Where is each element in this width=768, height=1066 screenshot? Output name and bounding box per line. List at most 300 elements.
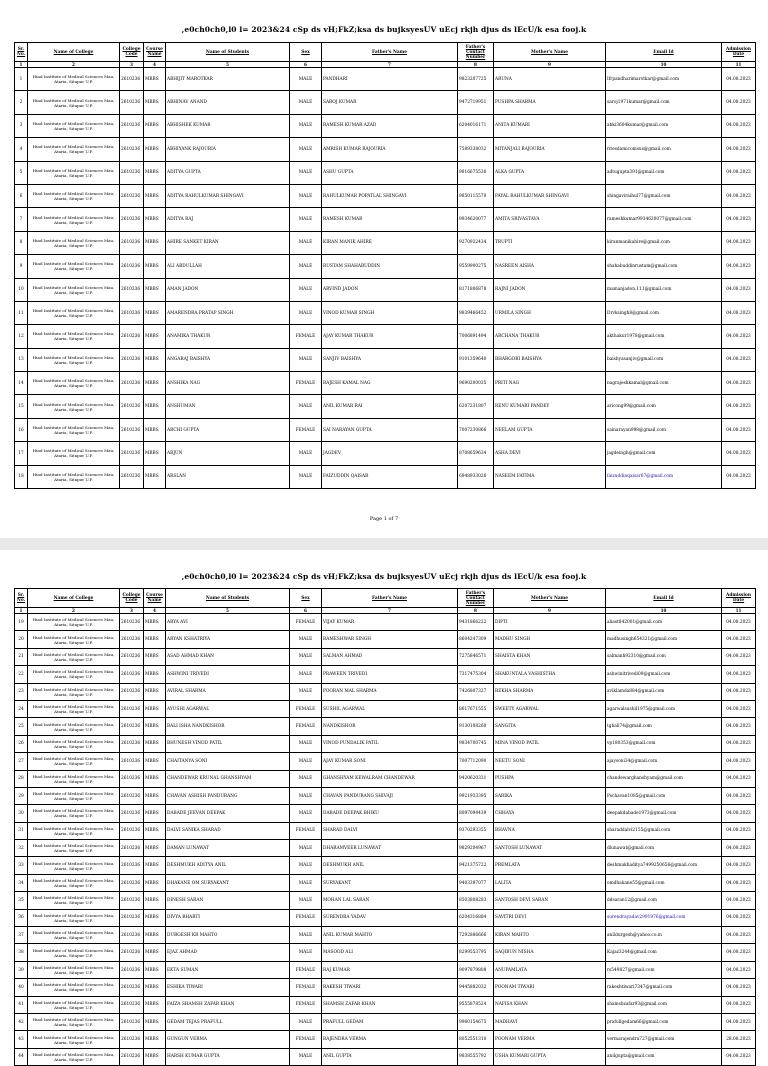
table-row [15,683,756,700]
header-row [15,43,756,62]
table-body [15,68,756,489]
table-row [15,666,756,683]
column-number: 10 [606,608,722,614]
cell-sr-no: 3 [15,114,28,137]
column-number: 4 [144,62,166,68]
cell-college-name: Hind Institute of Medical Sciences Mau, Ataria, Sitapur U.P. [28,1048,120,1065]
cell-college-code: 2610236 [120,874,144,891]
cell-admission-date: 04.08.2023 [722,325,756,348]
column-number: 2 [28,62,120,68]
cell-college-name: Hind Institute of Medical Sciences Mau, Ataria, Sitapur U.P. [28,301,120,324]
cell-father-contact: 9445882032 [458,979,494,996]
cell-sr-no: 31 [15,822,28,839]
cell-course-name: MBBS [144,278,166,301]
cell-course-name: MBBS [144,787,166,804]
cell-father-name: VIJAY KUMAR [322,614,458,631]
cell-sr-no: 43 [15,1031,28,1048]
cell-sex: MALE [290,683,322,700]
page-separator [0,538,768,550]
cell-college-code: 2610236 [120,614,144,631]
cell-college-name: Hind Institute of Medical Sciences Mau, Ataria, Sitapur U.P. [28,325,120,348]
cell-email: dlunawat@gmail.com [606,840,722,857]
cell-admission-date: 04.08.2023 [722,927,756,944]
table-row [15,395,756,418]
table-header [15,43,756,68]
cell-father-contact: 9403397077 [458,874,494,891]
cell-college-name: Hind Institute of Medical Sciences Mau, Ataria, Sitapur U.P. [28,255,120,278]
cell-sr-no: 25 [15,718,28,735]
column-header-college-name: Name of College [28,589,120,608]
column-header-father-name: Father's Name [322,43,458,62]
cell-admission-date: 04.08.2023 [722,231,756,254]
cell-father-contact: 8299553795 [458,944,494,961]
cell-sex: MALE [290,770,322,787]
cell-mother-name: SANTOSH LUNAWAT [494,840,606,857]
cell-father-name: DESHMUKH ANIL [322,857,458,874]
cell-college-code: 2610236 [120,892,144,909]
cell-student-name: DINESH SARAN [166,892,290,909]
cell-mother-name: SAQIBUN NISHA [494,944,606,961]
cell-sex: FEMALE [290,614,322,631]
cell-father-contact: 9816675530 [458,161,494,184]
cell-sex: MALE [290,927,322,944]
cell-student-name: AMAN JADON [166,278,290,301]
cell-admission-date: 04.08.2023 [722,395,756,418]
cell-mother-name: POONAM VERMA [494,1031,606,1048]
column-number: 11 [722,62,756,68]
cell-college-name: Hind Institute of Medical Sciences Mau, Ataria, Sitapur U.P. [28,909,120,926]
cell-father-contact: 9555878524 [458,996,494,1013]
cell-course-name: MBBS [144,372,166,395]
cell-email: shamshzafar93@gmail.com [606,996,722,1013]
column-number: 8 [458,608,494,614]
cell-college-code: 2610236 [120,1013,144,1030]
column-number: 9 [494,608,606,614]
cell-sr-no: 44 [15,1048,28,1065]
document-title: ,e0ch0ch0,l0 l= 2023&24 cSp ds vH;FkZ;ksa ds bujksyesUV uEcj rkjh djus ds lEcU/k esa fooj.k [181,25,587,34]
table-row [15,944,756,961]
cell-admission-date: 04.08.2023 [722,114,756,137]
cell-father-name: RUSTAM SHAHABUDDIN [322,255,458,278]
cell-college-name: Hind Institute of Medical Sciences Mau, Ataria, Sitapur U.P. [28,770,120,787]
table-row [15,753,756,770]
cell-college-code: 2610236 [120,996,144,1013]
cell-college-code: 2610236 [120,161,144,184]
cell-father-name: SAI NARAYAN GUPTA [322,418,458,441]
cell-father-name: JAGDEV [322,442,458,465]
cell-sr-no: 27 [15,753,28,770]
cell-email: chandewarghanshyam@gmail.com [606,770,722,787]
cell-sex: MALE [290,666,322,683]
cell-father-name: RAMESH KUMAR AZAD [322,114,458,137]
page-footer: Page 1 of 7 [369,516,399,522]
cell-father-contact: 9431866222 [458,614,494,631]
cell-sex: MALE [290,465,322,488]
column-number: 6 [290,608,322,614]
cell-sex: MALE [290,278,322,301]
cell-course-name: MBBS [144,1013,166,1030]
cell-mother-name: URMILA SINGH [494,301,606,324]
cell-father-name: SHAMSH ZAFAR KHAN [322,996,458,1013]
cell-mother-name: PREMLATA [494,857,606,874]
cell-father-contact: 9823207725 [458,68,494,91]
cell-admission-date: 04.08.2023 [722,91,756,114]
cell-student-name: ESHIKA TIWARI [166,979,290,996]
cell-student-name: ANAMIKA THAKUR [166,325,290,348]
cell-father-name: AJAY KUMAR THAKUR [322,325,458,348]
cell-mother-name: PUSHPA [494,770,606,787]
cell-email: vermarajendra727@gmail.com [606,1031,722,1048]
cell-email: shingaviraihul77@gmail.com [606,184,722,207]
cell-father-contact: 8604247309 [458,631,494,648]
cell-college-name: Hind Institute of Medical Sciences Mau, Ataria, Sitapur U.P. [28,614,120,631]
cell-college-code: 2610236 [120,787,144,804]
cell-mother-name: NAFISA KHAN [494,996,606,1013]
table-row [15,979,756,996]
cell-email: saroj1971kumar@gmail.com [606,91,722,114]
column-header-sr-no: Sr. No. [15,589,28,608]
cell-course-name: MBBS [144,909,166,926]
cell-college-name: Hind Institute of Medical Sciences Mau, Ataria, Sitapur U.P. [28,114,120,137]
cell-email: adtugupta391@gmail.com [606,161,722,184]
cell-admission-date: 04.08.2023 [722,666,756,683]
cell-admission-date: 04.08.2023 [722,735,756,752]
cell-college-code: 2610236 [120,1048,144,1065]
cell-father-name: RAKESH TIWARI [322,979,458,996]
cell-email: abki3604kumar@gmail.com [606,114,722,137]
cell-father-contact: 9690200035 [458,372,494,395]
cell-father-contact: 7275846571 [458,648,494,665]
cell-college-name: Hind Institute of Medical Sciences Mau, Ataria, Sitapur U.P. [28,208,120,231]
table-row [15,718,756,735]
cell-student-name: CHAVAN ASHISH PANDURANG [166,787,290,804]
column-header-email: Email Id [606,589,722,608]
cell-college-code: 2610236 [120,666,144,683]
cell-college-name: Hind Institute of Medical Sciences Mau, Ataria, Sitapur U.P. [28,735,120,752]
cell-email: omdhakane55@gmail.com [606,874,722,891]
cell-father-contact: 6204316884 [458,909,494,926]
cell-sr-no: 5 [15,161,28,184]
cell-college-name: Hind Institute of Medical Sciences Mau, Ataria, Sitapur U.P. [28,648,120,665]
table-row [15,961,756,978]
table-row [15,631,756,648]
cell-father-contact: 7292886666 [458,927,494,944]
cell-college-code: 2610236 [120,278,144,301]
table-row [15,787,756,804]
cell-admission-date: 04.08.2023 [722,648,756,665]
cell-admission-date: 04.08.2023 [722,822,756,839]
cell-mother-name: PUSHPA SHARMA [494,91,606,114]
cell-sr-no: 8 [15,231,28,254]
cell-course-name: MBBS [144,418,166,441]
cell-admission-date: 04.08.2023 [722,614,756,631]
cell-sex: FEMALE [290,700,322,717]
cell-admission-date: 04.08.2023 [722,255,756,278]
table-row [15,805,756,822]
cell-father-name: SURENDRA YADAV [322,909,458,926]
cell-email: faizuddinqaisar67@gmail.com [606,465,722,488]
cell-sr-no: 14 [15,372,28,395]
cell-father-contact: 8617671555 [458,700,494,717]
cell-sr-no: 40 [15,979,28,996]
cell-course-name: MBBS [144,666,166,683]
cell-course-name: MBBS [144,735,166,752]
cell-college-code: 2610236 [120,648,144,665]
table-row [15,996,756,1013]
cell-admission-date: 04.08.2023 [722,874,756,891]
cell-student-name: BALI ISHA NANDKISHOR [166,718,290,735]
cell-email: Ifrpandharimarotkar@gmail.com [606,68,722,91]
cell-mother-name: POONAM TIWARI [494,979,606,996]
cell-college-name: Hind Institute of Medical Sciences Mau, Ataria, Sitapur U.P. [28,138,120,161]
column-number: 4 [144,608,166,614]
cell-mother-name: SAVITRI DEVI [494,909,606,926]
cell-father-name: SHARAD DALVI [322,822,458,839]
cell-admission-date: 04.08.2023 [722,1048,756,1065]
column-header-email: Email Id [606,43,722,62]
cell-course-name: MBBS [144,138,166,161]
cell-college-name: Hind Institute of Medical Sciences Mau, Ataria, Sitapur U.P. [28,979,120,996]
cell-course-name: MBBS [144,857,166,874]
cell-student-name: BHUNESH VINOD PATIL [166,735,290,752]
document-title: ,e0ch0ch0,l0 l= 2023&24 cSp ds vH;FkZ;ksa ds bujksyesUV uEcj rkjh djus ds lEcU/k esa fooj.k [181,572,587,581]
cell-student-name: CHAITANYA SONI [166,753,290,770]
cell-course-name: MBBS [144,700,166,717]
cell-course-name: MBBS [144,683,166,700]
cell-mother-name: MADHAVI [494,1013,606,1030]
cell-email: agarwalsushil1975@gmail.com [606,700,722,717]
cell-college-name: Hind Institute of Medical Sciences Mau, Ataria, Sitapur U.P. [28,1013,120,1030]
cell-father-name: RAJENDRA VERMA [322,1031,458,1048]
cell-college-code: 2610236 [120,418,144,441]
cell-father-contact: 8708659634 [458,442,494,465]
cell-father-contact: 9097879808 [458,961,494,978]
cell-college-name: Hind Institute of Medical Sciences Mau, Ataria, Sitapur U.P. [28,184,120,207]
column-header-course-name: Course Name [144,589,166,608]
cell-mother-name: ANITA KUMARI [494,114,606,137]
cell-mother-name: SANTOSH DEVI SARAN [494,892,606,909]
cell-sex: MALE [290,442,322,465]
cell-student-name: AHIRE SANKET KIRAN [166,231,290,254]
table-row [15,1013,756,1030]
cell-student-name: DAMAN LUNAWAT [166,840,290,857]
cell-father-name: PRAWEEN TRIVEDI [322,666,458,683]
cell-student-name: ARYA AVI [166,614,290,631]
cell-sex: FEMALE [290,418,322,441]
cell-college-name: Hind Institute of Medical Sciences Mau, Ataria, Sitapur U.P. [28,944,120,961]
cell-email: ritesdamicomsus@gmail.com [606,138,722,161]
cell-father-contact: 7317475304 [458,666,494,683]
cell-college-name: Hind Institute of Medical Sciences Mau, Ataria, Sitapur U.P. [28,927,120,944]
cell-student-name: AMARENDRA PRATAP SINGH [166,301,290,324]
cell-student-name: CHANDEWAR KRUNAL GHANSHYAM [166,770,290,787]
cell-college-code: 2610236 [120,700,144,717]
cell-admission-date: 04.08.2023 [722,442,756,465]
cell-admission-date: 04.08.2023 [722,68,756,91]
cell-sex: MALE [290,91,322,114]
cell-mother-name: TRUPTI [494,231,606,254]
cell-father-name: ASHU GUPTA [322,161,458,184]
cell-college-code: 2610236 [120,325,144,348]
cell-father-name: DHARAMVEER LUNAWAT [322,840,458,857]
student-table [14,42,756,489]
cell-sr-no: 1 [15,68,28,91]
cell-father-name: ANIL KUMAR MAHTO [322,927,458,944]
column-number: 11 [722,608,756,614]
cell-sex: MALE [290,208,322,231]
cell-email: baishyasanjiv@gmail.com [606,348,722,371]
cell-father-name: AJAY KUMAR SONI [322,753,458,770]
cell-college-code: 2610236 [120,822,144,839]
table-row [15,465,756,488]
cell-mother-name: CHHAYA [494,805,606,822]
cell-sr-no: 29 [15,787,28,804]
cell-email: rakeshtiwari7347@gmail.com [606,979,722,996]
table-row [15,91,756,114]
cell-email: kiranmanikahire@gmail.com [606,231,722,254]
cell-sex: MALE [290,874,322,891]
cell-college-code: 2610236 [120,944,144,961]
cell-email: Kajaz3244@gmail.com [606,944,722,961]
cell-course-name: MBBS [144,255,166,278]
table-body [15,614,756,1066]
cell-father-contact: 8052551310 [458,1031,494,1048]
cell-father-name: CHAVAN PANDURANG SHIVAJI [322,787,458,804]
cell-student-name: AYUSHI AGARWAL [166,700,290,717]
cell-email: aliast842001@gmail.com [606,614,722,631]
cell-college-code: 2610236 [120,753,144,770]
cell-mother-name: MINA VINOD PATIL [494,735,606,752]
cell-mother-name: NASEEM FATIMA [494,465,606,488]
cell-sex: MALE [290,840,322,857]
table-row [15,255,756,278]
cell-email: anildurgesh@yahoo.co.in [606,927,722,944]
cell-college-name: Hind Institute of Medical Sciences Mau, Ataria, Sitapur U.P. [28,822,120,839]
cell-father-contact: 9850115570 [458,184,494,207]
cell-sex: MALE [290,944,322,961]
cell-father-name: SALMAN AHMAD [322,648,458,665]
table-row [15,648,756,665]
cell-college-code: 2610236 [120,961,144,978]
cell-admission-date: 04.08.2023 [722,892,756,909]
cell-admission-date: 04.08.2023 [722,1013,756,1030]
cell-student-name: ADITYA GUPTA [166,161,290,184]
cell-father-name: ANIL KUMAR RAI [322,395,458,418]
column-header-student-name: Name of Students [166,589,290,608]
cell-father-contact: 7426807327 [458,683,494,700]
table-row [15,325,756,348]
cell-college-code: 2610236 [120,68,144,91]
cell-father-contact: 9934620077 [458,208,494,231]
table-row [15,114,756,137]
cell-college-name: Hind Institute of Medical Sciences Mau, Ataria, Sitapur U.P. [28,278,120,301]
cell-father-name: RAMESHWAR SINGH [322,631,458,648]
table-row [15,735,756,752]
cell-admission-date: 04.08.2023 [722,208,756,231]
cell-college-name: Hind Institute of Medical Sciences Mau, Ataria, Sitapur U.P. [28,1031,120,1048]
cell-sex: FEMALE [290,961,322,978]
cell-sex: FEMALE [290,718,322,735]
cell-course-name: MBBS [144,892,166,909]
cell-sex: FEMALE [290,979,322,996]
cell-sex: MALE [290,161,322,184]
cell-college-name: Hind Institute of Medical Sciences Mau, Ataria, Sitapur U.P. [28,683,120,700]
cell-course-name: MBBS [144,944,166,961]
column-header-student-name: Name of Students [166,43,290,62]
cell-father-contact: 7006891494 [458,325,494,348]
cell-email: anilgupta@gmail.com [606,1048,722,1065]
cell-email: aricong99@gmail.com [606,395,722,418]
cell-sr-no: 22 [15,666,28,683]
cell-email: deshmukhaditya7499250656@gmail.com [606,857,722,874]
cell-student-name: DHAKANE OM SURYAKANT [166,874,290,891]
cell-father-contact: 7007712090 [458,753,494,770]
cell-student-name: ARJUN [166,442,290,465]
table-row [15,892,756,909]
cell-college-name: Hind Institute of Medical Sciences Mau, Ataria, Sitapur U.P. [28,666,120,683]
column-header-course-name: Course Name [144,43,166,62]
cell-student-name: ABHISHEK KUMAR [166,114,290,137]
cell-mother-name: NEELAM GUPTA [494,418,606,441]
cell-father-contact: 8503808283 [458,892,494,909]
cell-mother-name: MITANJALI RAJOURIA [494,138,606,161]
student-table [14,588,756,1066]
column-number: 7 [322,62,458,68]
cell-college-code: 2610236 [120,442,144,465]
cell-admission-date: 04.08.2023 [722,787,756,804]
cell-admission-date: 04.08.2023 [722,138,756,161]
table-row [15,161,756,184]
cell-student-name: ANGARAJ BAISHYA [166,348,290,371]
cell-sex: MALE [290,184,322,207]
column-header-father-name: Father's Name [322,589,458,608]
cell-college-name: Hind Institute of Medical Sciences Mau, Ataria, Sitapur U.P. [28,465,120,488]
cell-email: jagdeingh@gmail.com [606,442,722,465]
cell-student-name: ANSHIKA NAG [166,372,290,395]
cell-college-code: 2610236 [120,348,144,371]
cell-sex: MALE [290,805,322,822]
cell-course-name: MBBS [144,996,166,1013]
cell-sr-no: 15 [15,395,28,418]
cell-father-name: DABADE DEEPAK BHIKU [322,805,458,822]
cell-admission-date: 04.08.2023 [722,683,756,700]
cell-student-name: ADITYA RAHULKUMAR SHINGAVI [166,184,290,207]
column-number: 10 [606,62,722,68]
cell-course-name: MBBS [144,805,166,822]
cell-father-name: PANDHARI [322,68,458,91]
cell-father-contact: 9960154675 [458,1013,494,1030]
table-row [15,278,756,301]
cell-father-contact: 9559900275 [458,255,494,278]
table-row [15,874,756,891]
cell-mother-name: BHARGOBI BAISHYA [494,348,606,371]
cell-student-name: ABHIJIT MAROTKAR [166,68,290,91]
cell-course-name: MBBS [144,979,166,996]
cell-student-name: ARCHI GUPTA [166,418,290,441]
cell-sr-no: 19 [15,614,28,631]
cell-father-name: PRAFULL GEDAM [322,1013,458,1030]
cell-college-code: 2610236 [120,184,144,207]
cell-sr-no: 30 [15,805,28,822]
cell-course-name: MBBS [144,301,166,324]
cell-father-name: MASOOD ALI [322,944,458,961]
cell-student-name: DURGESH KR MAHTO [166,927,290,944]
table-row [15,372,756,395]
cell-college-code: 2610236 [120,91,144,114]
cell-sr-no: 2 [15,91,28,114]
cell-college-name: Hind Institute of Medical Sciences Mau, Ataria, Sitapur U.P. [28,874,120,891]
cell-college-name: Hind Institute of Medical Sciences Mau, Ataria, Sitapur U.P. [28,372,120,395]
